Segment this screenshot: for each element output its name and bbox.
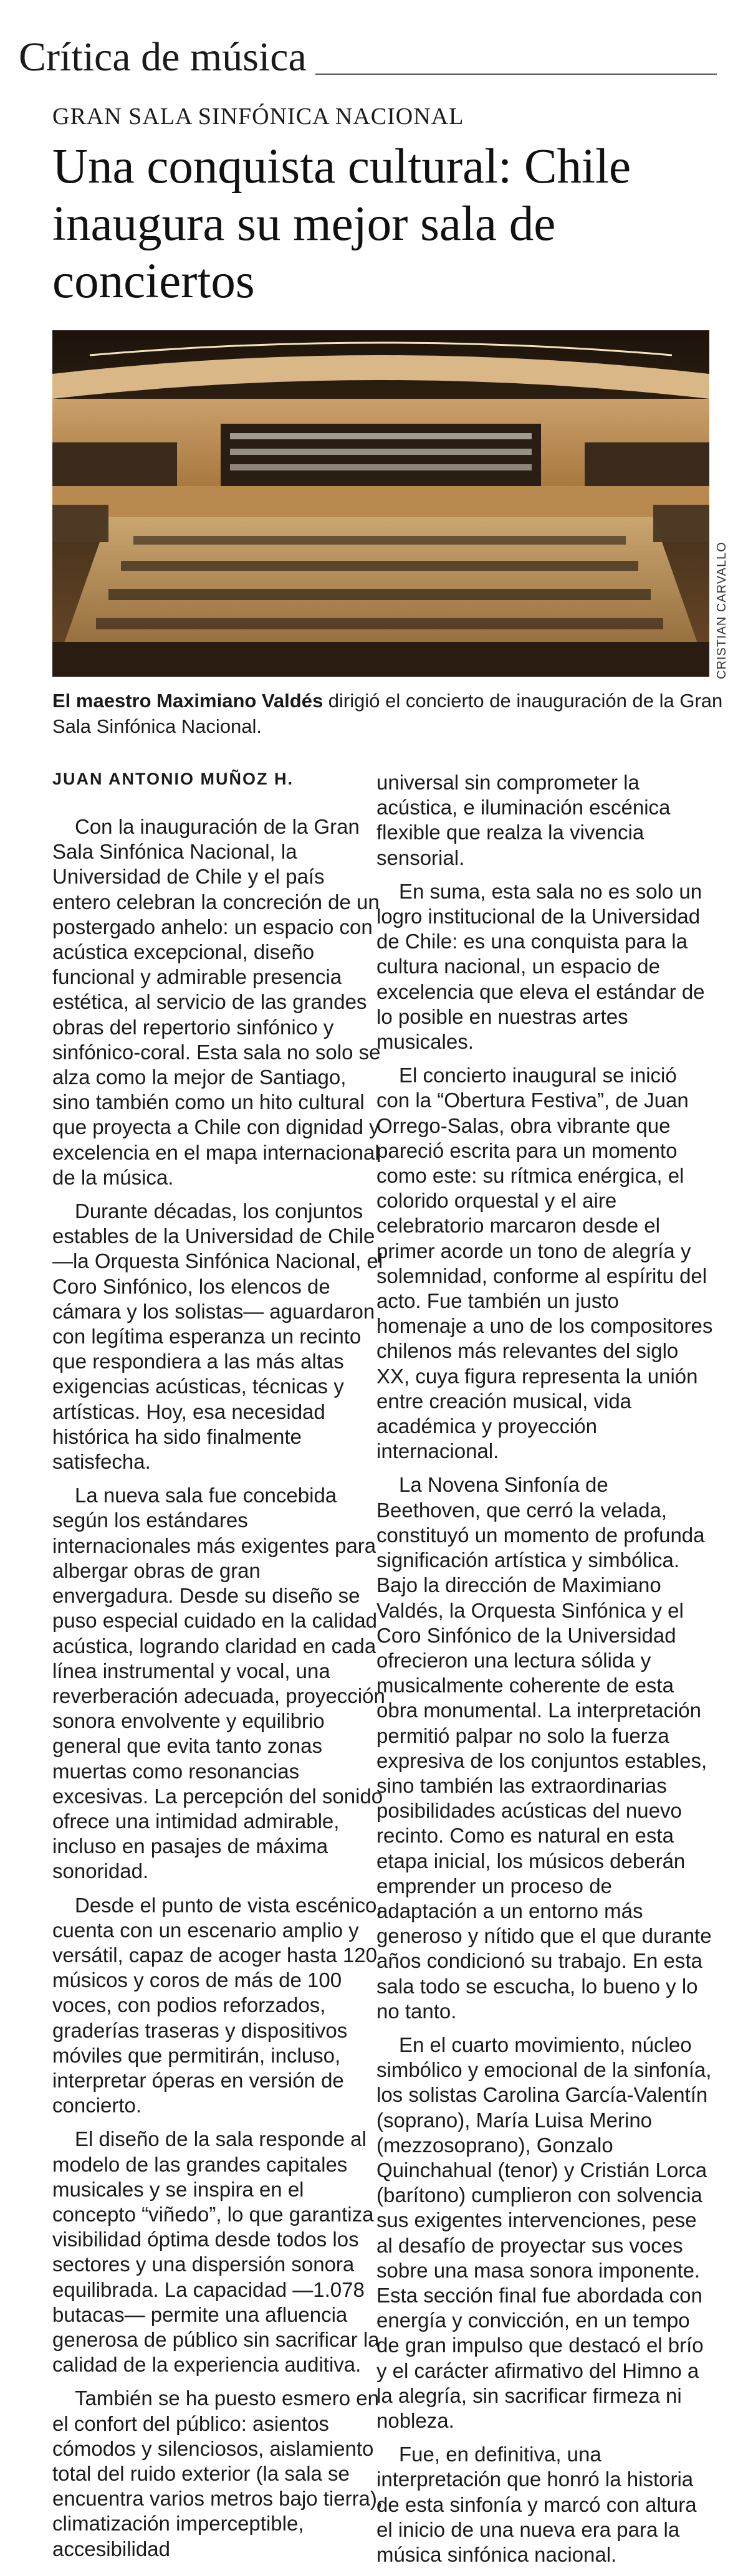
caption-bold: El maestro Maximiano Valdés — [52, 690, 323, 712]
article-column-left — [52, 814, 385, 2570]
paragraph: Fue, en definitiva, una interpretación que honró la historia de esta sinfonía y marcó con altura el inicio de una nueva era para la música sinfónica nacional. — [376, 2443, 697, 2567]
kicker: GRAN SALA SINFÓNICA NACIONAL — [52, 103, 464, 130]
headline: Una conquista cultural: Chile inaugura su mejor sala de conciertos — [52, 140, 631, 308]
paragraph: Durante décadas, los conjuntos estables de la Universidad de Chile —la Orquesta Sinfónica Nacional, el Coro Sinfónico, los elencos de cámara y los solistas— aguardaron con legítima esperanza un recinto que respondiera a las más altas exigencias acústicas, técnicas y artísticas. Hoy, esa necesidad histórica ha sido finalmente satisfecha. — [52, 1200, 383, 1474]
section-header — [19, 32, 717, 82]
paragraph: El concierto inaugural se inició con la “Obertura Festiva”, de Juan Orrego-Salas, obra vibrante que pareció escrita para un momento como este: su rítmica enérgica, el colorido orquestal y el aire celebratorio marcaron desde el primer acorde un tono de alegría y solemnidad, conforme al espíritu del acto. Fue también un justo homenaje a uno de los compositores chilenos más relevantes del siglo XX, cuya figura representa la unión entre creación musical, vida académica y proyección internacional. — [376, 1064, 713, 1463]
concert-hall-illustration — [52, 330, 709, 677]
photo-caption — [52, 688, 726, 739]
paragraph: En el cuarto movimiento, núcleo simbólico y emocional de la sinfonía, los solistas Carolina García-Valentín (soprano), María Luisa Merino (mezzosoprano), Gonzalo Quinchahual (tenor) y Cristián Lorca (barítono) cumplieron con solvencia sus exigentes intervenciones, pese al desafío de proyectar sus voces sobre una masa sonora imponente. Esta sección final fue abordada con energía y convicción, en un tempo de gran impulso que destacó el brío y el carácter afirmativo del Himno a la alegría, sin sacrificar firmeza ni nobleza. — [376, 2033, 712, 2432]
paragraph: Desde el punto de vista escénico, cuenta con un escenario amplio y versátil, capaz de acoger hasta 120 músicos y coros de más de 100 voces, con podios reforzados, graderías traseras y dispositivos móviles que permitirán, incluso, interpretar óperas en versión de concierto. — [52, 1893, 383, 2117]
caption-rest: dirigió el concierto de inauguración de la Gran Sala Sinfónica Nacional. — [52, 690, 723, 737]
paragraph: La nueva sala fue concebida según los estándares internacionales más exigentes para albergar obras de gran envergadura. Desde su diseño se puso especial cuidado en la calidad acústica, logrando claridad en cada línea instrumental y vocal, una reverberación adecuada, proyección sonora envolvente y equilibrio general que evita tanto zonas muertas como resonancias excesivas. La percepción del sonido ofrece una intimidad admirable, incluso en pasajes de máxima sonoridad. — [52, 1484, 385, 1883]
section-label: Crítica de música — [19, 32, 315, 82]
paragraph: El diseño de la sala responde al modelo de las grandes capitales musicales y se inspira en el concepto “viñedo”, lo que garantiza visibilidad óptima desde todos los sectores y una dispersión sonora equilibrada. La capacidad —1.078 butacas— permite una afluencia generosa de público sin sacrificar la calidad de la experiencia auditiva. — [52, 2127, 380, 2377]
paragraph: universal sin comprometer la acústica, e iluminación escénica flexible que realza la vivencia sensorial. — [376, 771, 671, 869]
paragraph: En suma, esta sala no es solo un logro institucional de la Universidad de Chile: es una conquista para la cultura nacional, un espacio de excelencia que eleva el estándar de lo posible en nuestras artes musicales. — [376, 879, 705, 1054]
concert-hall-photo — [52, 330, 709, 677]
paragraph: También se ha puesto esmero en el confort del público: asientos cómodos y silenciosos, aislamiento total del ruido exterior (la sala se encuentra varios metros bajo tierra), climatización imperceptible, accesibilidad — [52, 2387, 383, 2560]
photo-credit: CRISTIAN CARVALLO — [715, 541, 729, 679]
paragraph: La Novena Sinfonía de Beethoven, que cerró la velada, constituyó un momento de profunda significación artística y simbólica. Bajo la dirección de Maximiano Valdés, la Orquesta Sinfónica y el Coro Sinfónico de la Universidad ofrecieron una lectura sólida y musicalmente coherente de esta obra monumental. La interpretación permitió palpar no solo la fuerza expresiva de los conjuntos estables, sino también las extraordinarias posibilidades acústicas del nuevo recinto. Como es natural en esta etapa inicial, los músicos deberán emprender un proceso de adaptación a un entorno más generoso y nítido que el que durante años condicionó su trabajo. En esta sala todo se escucha, lo bueno y lo no tanto. — [376, 1473, 712, 2023]
byline: JUAN ANTONIO MUÑOZ H. — [52, 770, 294, 788]
article-column-right — [376, 770, 713, 2576]
paragraph: Con la inauguración de la Gran Sala Sinfónica Nacional, la Universidad de Chile y el país entero celebran la concreción de un postergado anhelo: un espacio con acústica excepcional, diseño funcional y admirable presencia estética, al servicio de las grandes obras del repertorio sinfónico y sinfónico-coral. Esta sala no solo se alza como la mejor de Santiago, sino también como un hito cultural que proyecta a Chile con dignidad y excelencia en el mapa internacional de la música. — [52, 815, 381, 1189]
